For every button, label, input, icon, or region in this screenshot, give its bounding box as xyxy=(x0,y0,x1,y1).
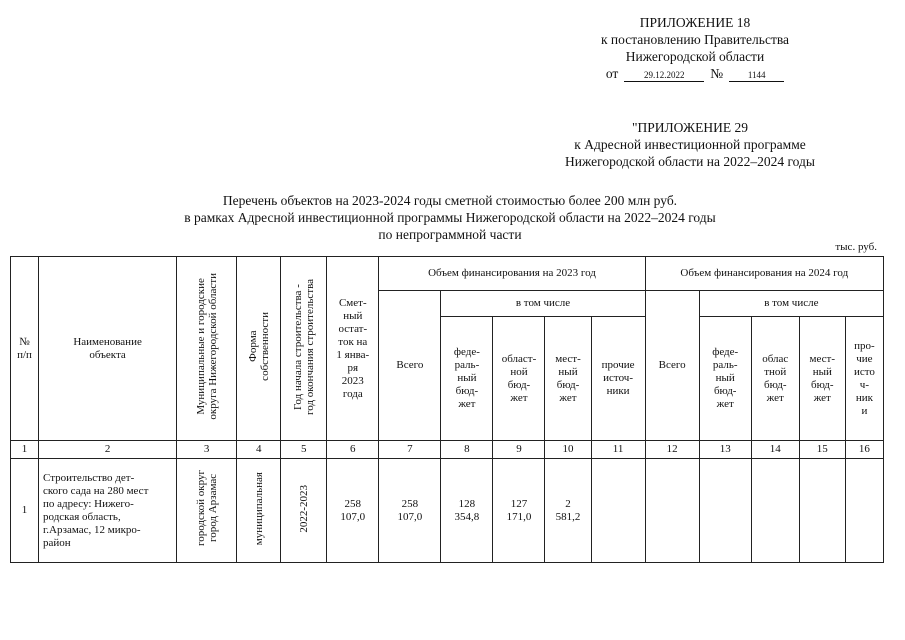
title-line-1: Перечень объектов на 2023-2024 годы сметной стоимостью более 200 млн руб. xyxy=(222,193,678,208)
region-line: Нижегородской области xyxy=(625,49,765,64)
header-federal-2023: феде- раль- ный бюд- жет xyxy=(441,317,493,441)
header-fin-2023: Объем финансирования на 2023 год xyxy=(379,257,645,291)
col-number: 4 xyxy=(237,441,281,459)
row-ownership xyxy=(237,459,281,563)
col-number: 8 xyxy=(441,441,493,459)
row-years xyxy=(281,459,327,563)
header-regional-2023: област- ной бюд- жет xyxy=(493,317,545,441)
header-local-2024: мест- ный бюд- жет xyxy=(799,317,845,441)
objects-table xyxy=(10,256,884,563)
decree-date: 29.12.2022 xyxy=(624,70,704,82)
header-other-2023: прочие источ- ники xyxy=(591,317,645,441)
header-federal-2024: феде- раль- ный бюд- жет xyxy=(699,317,751,441)
header-balance: Смет- ный остат- ток на 1 янва- ря 2023 года xyxy=(327,257,379,441)
row-ownership-text: муниципальная xyxy=(252,471,265,546)
table-row xyxy=(11,459,884,563)
header-municipality xyxy=(177,257,237,441)
row-other-2023 xyxy=(591,459,645,563)
row-balance: 258 107,0 xyxy=(327,459,379,563)
decree-number: 1144 xyxy=(729,70,784,82)
program-header xyxy=(530,119,850,170)
header-ownership-text: Форма собственности xyxy=(246,312,271,381)
col-number: 11 xyxy=(591,441,645,459)
document-title xyxy=(60,192,840,243)
header-local-2023: мест- ный бюд- жет xyxy=(545,317,591,441)
column-number-row xyxy=(11,441,884,459)
header-total-2023: Всего xyxy=(379,291,441,441)
col-number: 1 xyxy=(11,441,39,459)
header-fin-2024: Объем финансирования на 2024 год xyxy=(645,257,883,291)
decree-ref-line: к постановлению Правительства xyxy=(600,32,790,47)
program-ref-line: к Адресной инвестиционной программе xyxy=(574,137,806,152)
title-line-3: по непрограммной части xyxy=(378,227,522,242)
col-number: 6 xyxy=(327,441,379,459)
col-number: 5 xyxy=(281,441,327,459)
row-other-2024 xyxy=(845,459,883,563)
approval-header xyxy=(560,14,830,82)
row-local-2023: 2 581,2 xyxy=(545,459,591,563)
row-years-text: 2022-2023 xyxy=(297,484,310,533)
col-number: 7 xyxy=(379,441,441,459)
header-ownership xyxy=(237,257,281,441)
header-other-2024: про- чие исто ч- ник и xyxy=(845,317,883,441)
header-total-2024: Всего xyxy=(645,291,699,441)
row-federal-2024 xyxy=(699,459,751,563)
number-sign: № xyxy=(710,66,724,81)
header-including-2024: в том числе xyxy=(699,291,883,317)
col-number: 10 xyxy=(545,441,591,459)
row-municipality xyxy=(177,459,237,563)
col-number: 12 xyxy=(645,441,699,459)
col-number: 15 xyxy=(799,441,845,459)
row-regional-2023: 127 171,0 xyxy=(493,459,545,563)
col-number: 3 xyxy=(177,441,237,459)
row-regional-2024 xyxy=(751,459,799,563)
unit-label: тыс. руб. xyxy=(835,241,877,253)
header-years-text: Год начала строительства - год окончания строительства xyxy=(291,278,316,415)
col-number: 16 xyxy=(845,441,883,459)
header-regional-2024: облас тной бюд- жет xyxy=(751,317,799,441)
row-object-name: Строительство дет- ского сада на 280 мест по адресу: Нижего- родская область, г.Арзамас, 12 микро- район xyxy=(39,459,177,563)
row-federal-2023: 128 354,8 xyxy=(441,459,493,563)
title-line-2: в рамках Адресной инвестиционной программы Нижегородской области на 2022–2024 годы xyxy=(184,210,716,225)
row-num: 1 xyxy=(11,459,39,563)
decree-date-row xyxy=(560,65,830,82)
header-municipality-text: Муниципальные и городские округа Нижегородской области xyxy=(194,273,219,420)
row-local-2024 xyxy=(799,459,845,563)
header-years xyxy=(281,257,327,441)
program-region-line: Нижегородской области на 2022–2024 годы xyxy=(565,154,815,169)
date-prefix: от xyxy=(605,66,619,81)
header-name: Наименование объекта xyxy=(39,257,177,441)
col-number: 14 xyxy=(751,441,799,459)
row-municipality-text: городской округ город Арзамас xyxy=(194,470,219,547)
program-appendix-number: "ПРИЛОЖЕНИЕ 29 xyxy=(631,120,749,135)
header-including-2023: в том числе xyxy=(441,291,645,317)
row-total-2023: 258 107,0 xyxy=(379,459,441,563)
appendix-number: ПРИЛОЖЕНИЕ 18 xyxy=(639,15,751,30)
col-number: 2 xyxy=(39,441,177,459)
row-total-2024 xyxy=(645,459,699,563)
col-number: 9 xyxy=(493,441,545,459)
header-num: № п/п xyxy=(11,257,39,441)
col-number: 13 xyxy=(699,441,751,459)
